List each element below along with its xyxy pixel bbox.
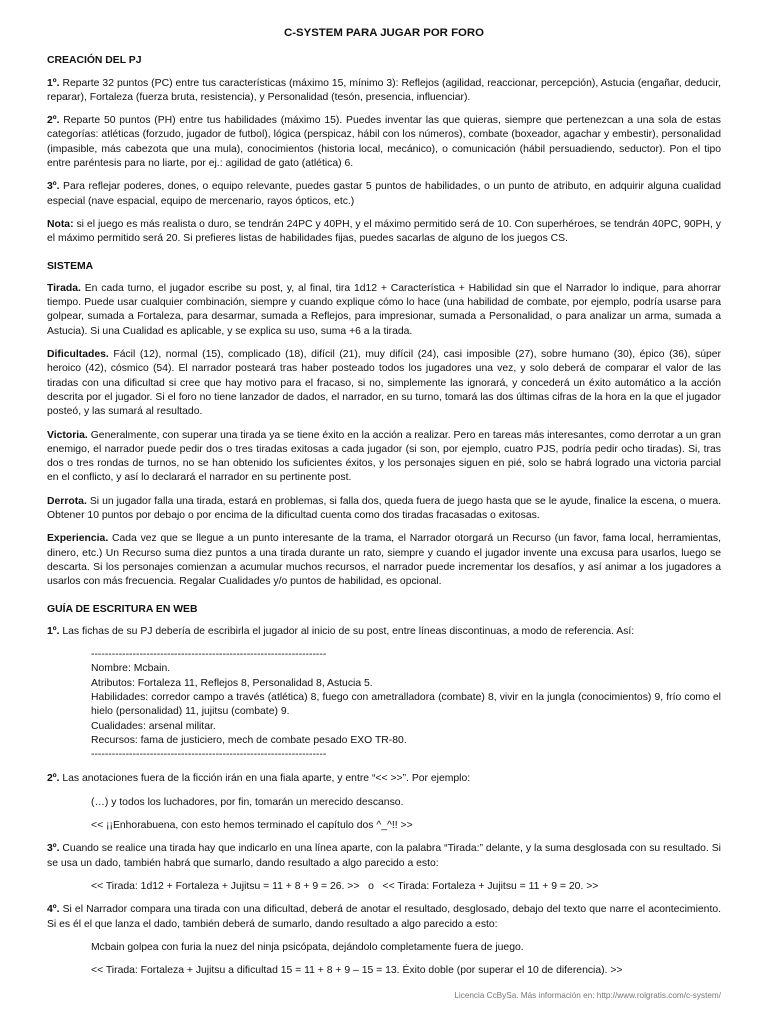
sheet-nombre: Nombre: Mcbain.	[91, 663, 171, 675]
step-number: 2º.	[47, 773, 60, 785]
paragraph-guia-1: 1º. Las fichas de su PJ debería de escribirla el jugador al inicio de su post, entre líneas discontinuas, a modo de referencia. Así:	[47, 625, 635, 637]
term-label: Victoria.	[47, 429, 88, 441]
paragraph-creacion-3: 3º. Para reflejar poderes, dones, o equipo relevante, puedes gastar 5 puntos de habilidades, o un punto de atributo, en adquirir alguna cualidad especial (nave espacial, equipo de mercenario, rayos ópticos, etc.)	[47, 181, 721, 207]
paragraph-experiencia: Experiencia. Cada vez que se llegue a un punto interesante de la trama, el Narrador otorgará un Recurso (un favor, fama local, herramientas, dinero, etc.) Un Recurso suma diez puntos a una tirada durante un rato, siempre y cuando el jugador invente una excusa para usarlos, luego se descarta. Si los personajes comienzan a acumular muchos recursos, el narrador puede incrementar los desafíos, y así animar a los jugadores a usarlos con más frecuencia. Regalar Cualidades y/o puntos de habilidad, es opcional.	[47, 533, 721, 588]
term-label: Derrota.	[47, 495, 87, 507]
term-label: Dificultades.	[47, 349, 109, 361]
step-number: 3º.	[47, 843, 60, 855]
section-heading-sistema: SISTEMA	[47, 260, 94, 272]
page-title: C-SYSTEM PARA JUGAR POR FORO	[284, 27, 484, 39]
sheet-divider: --------------------------------------------------------------------	[91, 749, 327, 761]
paragraph-nota: Nota: si el juego es más realista o duro, se tendrán 24PC y 40PH, y el máximo permitido será de 10. Con superhéroes, se tendrán 40PC, 90PH, y el máximo permitido será 20. Si prefieres listas de habilidades fijas, puedes sacarlas de alguno de los juegos CS.	[47, 218, 721, 245]
paragraph-creacion-1: 1º. Reparte 32 puntos (PC) entre tus características (máximo 15, mínimo 3): Reflejos (agilidad, reaccionar, percepción), Astucia (engañar, deducir, reparar), Fortaleza (fuerza bruta, resistencia), y Personalidad (tesón, presencia, influenciar).	[47, 77, 721, 103]
sheet-recursos: Recursos: fama de justiciero, mech de combate pesado EXO TR-80.	[91, 734, 407, 746]
section-heading-guia: GUÍA DE ESCRITURA EN WEB	[47, 603, 198, 615]
character-sheet-example	[91, 648, 721, 762]
sheet-cualidades: Cualidades: arsenal militar.	[91, 720, 216, 732]
paragraph-derrota: Derrota. Si un jugador falla una tirada, estará en problemas, si falla dos, queda fuera de juego hasta que se le ayude, finalice la escena, o muera. Obtener 10 puntos por debajo o por encima de la dificultad cuenta como dos tiradas fracasadas o exitosas.	[47, 495, 721, 522]
term-label: Tirada.	[47, 282, 81, 294]
paragraph-guia-2: 2º. Las anotaciones fuera de la ficción irán en una fiala aparte, y entre “<< >>”. Por ejemplo:	[47, 773, 471, 785]
paragraph-tirada: Tirada. En cada turno, el jugador escribe su post, y, al final, tira 1d12 + Característica + Habilidad sin que el Narrador lo indique, para ahorrar tiempo. Puede usar cualquier combinación, siempre y cuando explique cómo lo hace (una habilidad de combate, por ejemplo, podría usarse para golpear, sumada a Fortaleza, para desarmar, sumada a Reflejos, para impresionar, sumada a Personalidad, o para analizar un arma, sumada a Astucia). Si una Cualidad es aplicable, y se explica su uso, suma +6 a la tirada.	[47, 282, 721, 337]
example-line: << ¡¡Enhorabuena, con esto hemos terminado el capítulo dos ^_^!! >>	[91, 820, 413, 832]
term-label: Experiencia.	[47, 533, 109, 545]
step-number: 1º.	[47, 625, 60, 637]
nota-label: Nota:	[47, 218, 74, 230]
paragraph-guia-3: 3º. Cuando se realice una tirada hay que indicarlo en una línea aparte, con la palabra “Tirada:” delante, y la suma desglosada con su resultado. Si se usa un dado, también habrá que sumarlo, dando resultado a algo parecido a esto:	[47, 843, 721, 869]
example-line: << Tirada: Fortaleza + Jujitsu a dificultad 15 = 11 + 8 + 9 – 15 = 13. Éxito doble (por superar el 10 de diferencia). >>	[91, 965, 623, 977]
paragraph-victoria: Victoria. Generalmente, con superar una tirada ya se tiene éxito en la acción a realizar. Pero en tareas más interesantes, como derrotar a un gran enemigo, el narrador puede pedir dos o tres tiradas exitosas a cada jugador (si son, por ejemplo, cuatro PJS, podría pedir ocho tiradas). Si, tras dos o tres rondas de turnos, no se han obtenido los suficientes éxitos, y los personajes siguen en pié, solo se habrá logrado una victoria parcial en el conflicto, y así lo declarará el narrador en su pertinente post.	[47, 429, 721, 484]
step-number: 2º.	[47, 115, 60, 127]
step-number: 4º.	[47, 904, 60, 916]
step-number: 3º.	[47, 181, 60, 193]
sheet-atributos: Atributos: Fortaleza 11, Reflejos 8, Personalidad 8, Astucia 5.	[91, 677, 373, 689]
paragraph-guia-4: 4º. Si el Narrador compara una tirada con una dificultad, deberá de anotar el resultado, desglosado, debajo del texto que narre el acontecimiento. Si es él el que lanza el dado, también deberá de sumarlo, dando resultado a algo parecido a esto:	[47, 904, 721, 930]
section-heading-creacion: CREACIÓN DEL PJ	[47, 55, 142, 67]
sheet-divider: --------------------------------------------------------------------	[91, 649, 327, 661]
example-line: (…) y todos los luchadores, por fin, tomarán un merecido descanso.	[91, 796, 404, 808]
example-line: << Tirada: 1d12 + Fortaleza + Jujitsu = 11 + 8 + 9 = 26. >> o << Tirada: Fortaleza + Jujitsu = 11 + 9 = 20. >>	[91, 880, 599, 892]
license-footer: Licencia CcBySa. Más información en: http://www.rolgratis.com/c-system/	[454, 990, 721, 1000]
paragraph-creacion-2: 2º. Reparte 50 puntos (PH) entre tus habilidades (máximo 15). Puedes inventar las que quieras, siempre que pertenezcan a una sola de estas categorías: atléticas (forzudo, jugador de futbol), lógica (perspicaz, hábil con los números), combate (boxeador, agachar y embestir), personalidad (impasible, más cabezota que una mula), conocimientos (historia local, mecánico), o comunicación (hábil persuadiendo, seductor). Pon el tipo entre paréntesis para no liarte, por ej.: agilidad de gato (atlética) 6.	[47, 115, 721, 170]
paragraph-dificultades: Dificultades. Fácil (12), normal (15), complicado (18), difícil (21), muy difícil (24), casi imposible (27), sobre humano (30), épico (36), súper heroico (42), cósmico (54). El narrador posteará tras haber posteado todos los jugadores una vez, y solo deberá de comparar el valor de las tiradas con una dificultad si cree que hay motivo para el fracaso, si no, simplemente las ignorará, y concederá un éxito automático a la acción descrita por el jugador. Si el foro no tiene lanzador de dados, el narrador, en su turno, tomará las dos últimas cifras de la hora en la que el jugador posteó, y las sumará al resultado.	[47, 349, 721, 418]
example-line: Mcbain golpea con furia la nuez del ninja psicópata, dejándolo completamente fuera de juego.	[91, 941, 524, 953]
sheet-habilidades: Habilidades: corredor campo a través (atlética) 8, fuego con ametralladora (combate) 8, vivir en la jungla (conocimientos) 9, frío como el hielo (personalidad) 11, jujitsu (combate) 9.	[91, 691, 721, 718]
step-number: 1º.	[47, 77, 60, 89]
